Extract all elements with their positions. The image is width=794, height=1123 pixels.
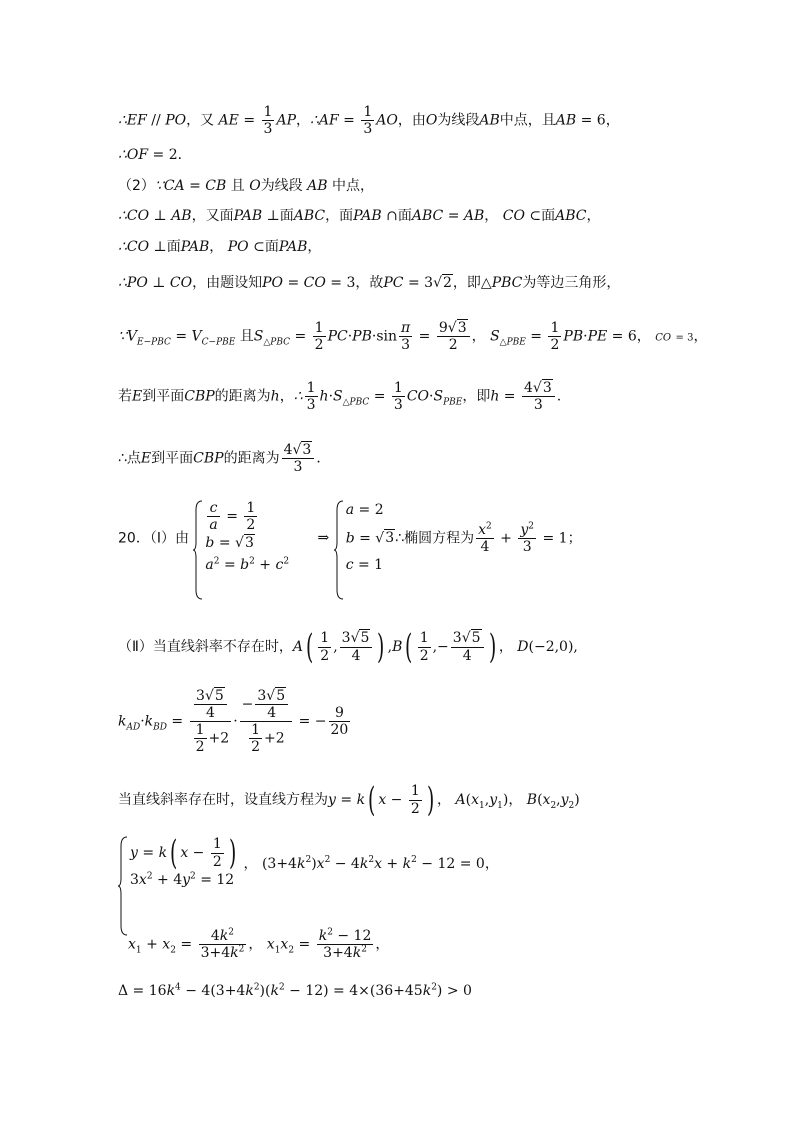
- line-9: ∴点E到平面CBP的距离为 $\frac{4√3}{3}$ ．: [118, 442, 331, 476]
- line-3: （2）∵CA = CB 且 O为线段 AB 中点，: [118, 178, 374, 194]
- line-14: y = k( x − $\frac{1}{2}$ ) $3x^2 + 4y^2 = 12$ ， $(3+4k^2)x^2 - 4k^2x + k^2 - 12 = 0$，: [118, 836, 499, 892]
- line-8: 若E到平面CBP的距离为h，∴ $\frac{1}{3}$ $h\cdot S_{\triangle PBC}$ = $\frac{1}{3}$ $CO\cdot S_{PBE}$，即h = $\frac{4√3}{3}$ .: [118, 380, 562, 414]
- line-12: $k_{AD}\cdot k_{BD}$ = $\frac{3√5}{4}$ $\frac{1}{2}$ +2 · − $\frac{3√5}{4}$ $\frac{1}{2}$ +2 = − $\frac{9}{20}$: [118, 688, 349, 756]
- line-15: $x_1 + x_2$ = $\frac{4k^2}{3+4k^2}$ ， $x_1x_2$ = $\frac{k^2 - 12}{3+4k^2}$ ，: [128, 927, 390, 962]
- line-2: ∴OF = 2．: [118, 147, 192, 163]
- line-16: $\Delta = 16k^4 - 4(3+4k^2)(k^2 - 12) = 4\times(36+45k^2) > 0$: [118, 982, 472, 999]
- line-1: ∴EF // PO，又 AE = $\frac{1}{3}$ AP，∴AF = $\frac{1}{3}$ AO，由O为线段AB中点，且AB = 6，: [118, 104, 620, 138]
- line-13: 当直线斜率存在时，设直线方程为y = k( x − $\frac{1}{2}$ ) ， $A(x_1,y_1)$， $B(x_2,y_2)$: [118, 780, 580, 820]
- line-5: ∴CO ⊥面PAB， PO ⊂面PAB，: [118, 239, 322, 255]
- solution-system: a = 2 b = √3∴椭圆方程为 $\frac{x^2}{4}$ + $\frac{y^2}{3}$ = 1； c = 1: [334, 500, 582, 577]
- given-system: $\frac{c}{a}$ = $\frac{1}{2}$ b = √3 $a^2 = b^2 + c^2$: [193, 500, 289, 577]
- line-7: $\because V_{E-PBC} = V_{C-PBE}$ 且$S_{\triangle PBC}$ = $\frac{1}{2}$ PC·PB·sin $\frac{\pi}{3}$ = $\frac{9√3}{2}$ ， $S_{\triangle PBE}$ = $\frac{1}{2}$ PB·PE = 6， CO = 3，: [118, 320, 708, 354]
- left-brace-icon: [118, 836, 128, 936]
- line-4: ∴CO ⊥ AB，又面PAB ⊥面ABC，面PAB ∩面ABC = AB， CO ⊂面ABC，: [118, 208, 601, 224]
- line-ellipse-system: y = k( x − $\frac{1}{2}$ ) $3x^2 + 4y^2 = 12$: [118, 836, 239, 892]
- left-brace-icon: [334, 500, 344, 600]
- left-brace-icon: [193, 500, 203, 600]
- line-11: （Ⅱ）当直线斜率不存在时，A( $\frac{1}{2}$ , $\frac{3√5}{4}$ ) ,B( $\frac{1}{2}$ ,− $\frac{3√5}{4}$ ) ， D(−2,0),: [118, 627, 578, 667]
- line-10: 20．（Ⅰ）由 $\frac{c}{a}$ = $\frac{1}{2}$ b = √3 $a^2 = b^2 + c^2$ ⇒ a = 2 b = √3∴椭圆方程为 $\frac{x^2}{4}$ + $\frac{y^2}{3}$ = 1； c = 1: [118, 500, 582, 577]
- line-6: ∴PO ⊥ CO，由题设知PO = CO = 3，故PC = 3√2，即△PBC为等边三角形，: [118, 275, 621, 291]
